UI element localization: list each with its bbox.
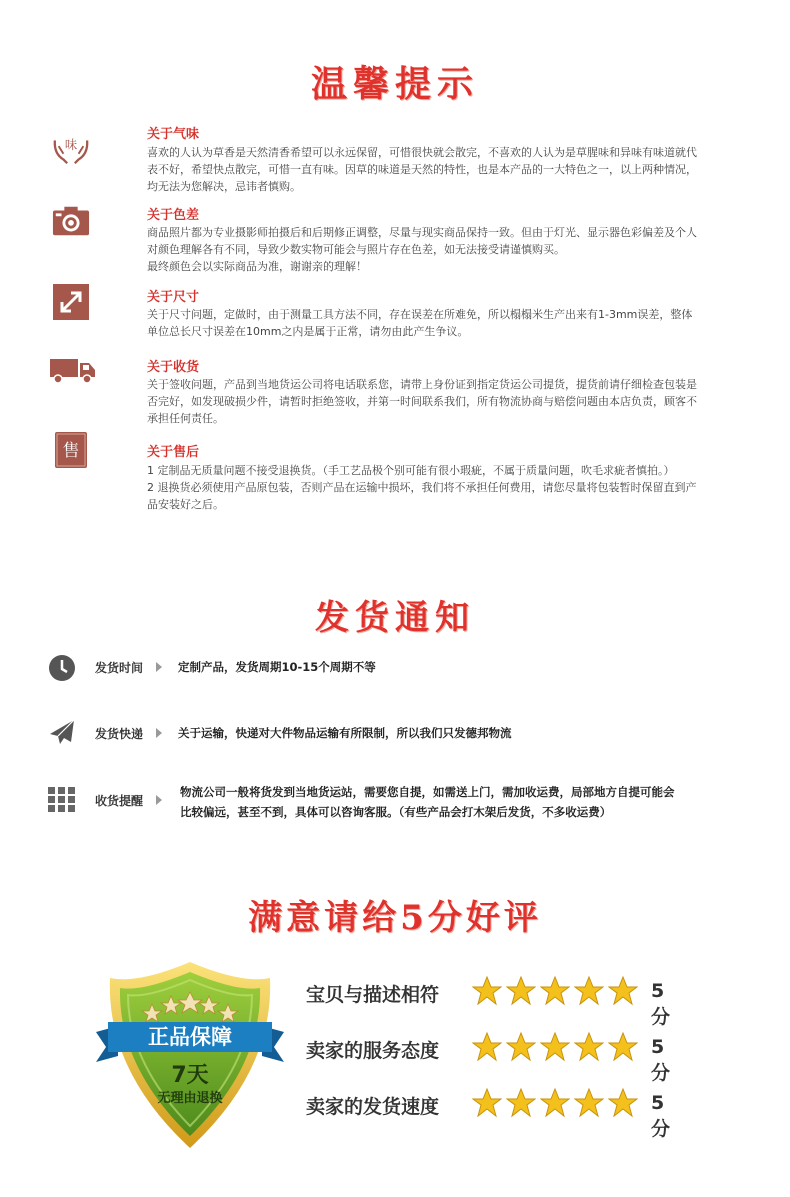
shipping-text: 定制产品，发货周期10-15个周期不等: [178, 660, 376, 674]
star-icon: [574, 976, 604, 1006]
airplane-icon: [46, 716, 78, 748]
tip-body: 关于尺寸问题，定做时，由于测量工具方法不同，存在误差在所难免，所以榻榻米生产出来有1-3mm误差，整体 单位总长尺寸误差在10mm之内是属于正常，请勿由此产生争议。: [147, 308, 693, 338]
star-icon: [472, 1032, 502, 1062]
tip-body: 1 定制品无质量问题不接受退换货。（手工艺品极个别可能有很小瑕疵，不属于质量问题，吹毛求疵者慎拍。） 2 退换货必须使用产品原包装，否则产品在运输中损坏，我们将不承担任何费用，请您尽量将包装暂时保留直到产 品安装好之后。: [147, 464, 697, 511]
tip-body: 喜欢的人认为草香是天然清香希望可以永远保留，可惜很快就会散完，不喜欢的人认为是草腥味和异味有味道就代 表不好，希望快点散完，可惜一直有味。因草的味道是天然的特性，也是本产品的一大特色之一，以上两种情况， 均无法为您解决，忌讳者慎购。: [147, 146, 697, 193]
chevron-right-icon: [156, 662, 162, 672]
tip-body: 商品照片都为专业摄影师拍摄后和后期修正调整，尽量与现实商品保持一致。但由于灯光、显示器色彩偏差及个人 对颜色理解各有不同，导致少数实物可能会与照片存在色差，如无法接受请谨慎购买。 最终颜色会以实际商品为准，谢谢亲的理解！: [147, 226, 697, 273]
tip-body: 关于签收问题，产品到当地货运公司将电话联系您，请带上身份证到指定货运公司提货，提货前请仔细检查包装是 否完好，如发现破损少件，请暂时拒绝签收，并第一时间联系我们，所有物流协商与赔偿问题由本店负责，顾客不 承担任何责任。: [147, 378, 697, 425]
rating-section-title: 满意请给5分好评: [248, 898, 542, 938]
camera-icon: [52, 202, 90, 240]
rating-label: 卖家的服务态度: [306, 1040, 440, 1062]
truck-icon: [50, 352, 96, 390]
rating-score: 5分: [651, 980, 671, 1028]
rating-stars: [472, 976, 638, 1006]
tip-heading: 关于气味: [147, 127, 200, 142]
star-icon: [506, 1032, 536, 1062]
star-icon: [608, 1088, 638, 1118]
svg-text:售: 售: [62, 441, 80, 461]
clock-icon: [46, 652, 78, 684]
shipping-text: 关于运输，快递对大件物品运输有所限制，所以我们只发德邦物流: [178, 726, 512, 740]
shipping-text: 物流公司一般将货发到当地货运站，需要您自提，如需送上门，需加收运费，局部地方自提可能会 比较偏远，甚至不到，具体可以咨询客服。（有些产品会打木架后发货，不多收运费）: [180, 785, 675, 819]
shipping-section-title: 发货通知: [315, 598, 475, 638]
star-icon: [574, 1088, 604, 1118]
star-icon: [506, 1088, 536, 1118]
star-icon: [540, 1032, 570, 1062]
rating-score: 5分: [651, 1092, 671, 1140]
guarantee-badge: [92, 960, 288, 1150]
after-sale-icon: [54, 432, 88, 468]
star-icon: [608, 1032, 638, 1062]
star-icon: [472, 1088, 502, 1118]
badge-sub-text: 无理由退换: [157, 1091, 223, 1106]
star-icon: [574, 1032, 604, 1062]
rating-stars: [472, 1032, 638, 1062]
badge-days-text: 7天: [171, 1063, 209, 1088]
rating-score: 5分: [651, 1036, 671, 1084]
shipping-label: 发货时间: [95, 661, 144, 675]
resize-arrow-icon: [52, 283, 90, 321]
chevron-right-icon: [156, 728, 162, 738]
star-icon: [540, 1088, 570, 1118]
tip-heading: 关于收货: [147, 360, 200, 375]
tips-section-title: 温馨提示: [310, 63, 479, 105]
rating-label: 卖家的发货速度: [306, 1096, 440, 1118]
chevron-right-icon: [156, 795, 162, 805]
tip-heading: 关于尺寸: [147, 290, 200, 305]
hands-smell-icon: [52, 130, 90, 168]
tip-heading: 关于售后: [147, 445, 200, 460]
shipping-label: 发货快递: [95, 727, 144, 741]
star-icon: [506, 976, 536, 1006]
tip-heading: 关于色差: [147, 208, 200, 223]
grid-icon: [46, 784, 78, 816]
star-icon: [608, 976, 638, 1006]
rating-label: 宝贝与描述相符: [306, 984, 440, 1006]
shipping-label: 收货提醒: [95, 794, 144, 808]
badge-ribbon-text: 正品保障: [148, 1025, 232, 1049]
star-icon: [472, 976, 502, 1006]
rating-stars: [472, 1088, 638, 1118]
svg-text:味: 味: [64, 138, 78, 152]
star-icon: [540, 976, 570, 1006]
